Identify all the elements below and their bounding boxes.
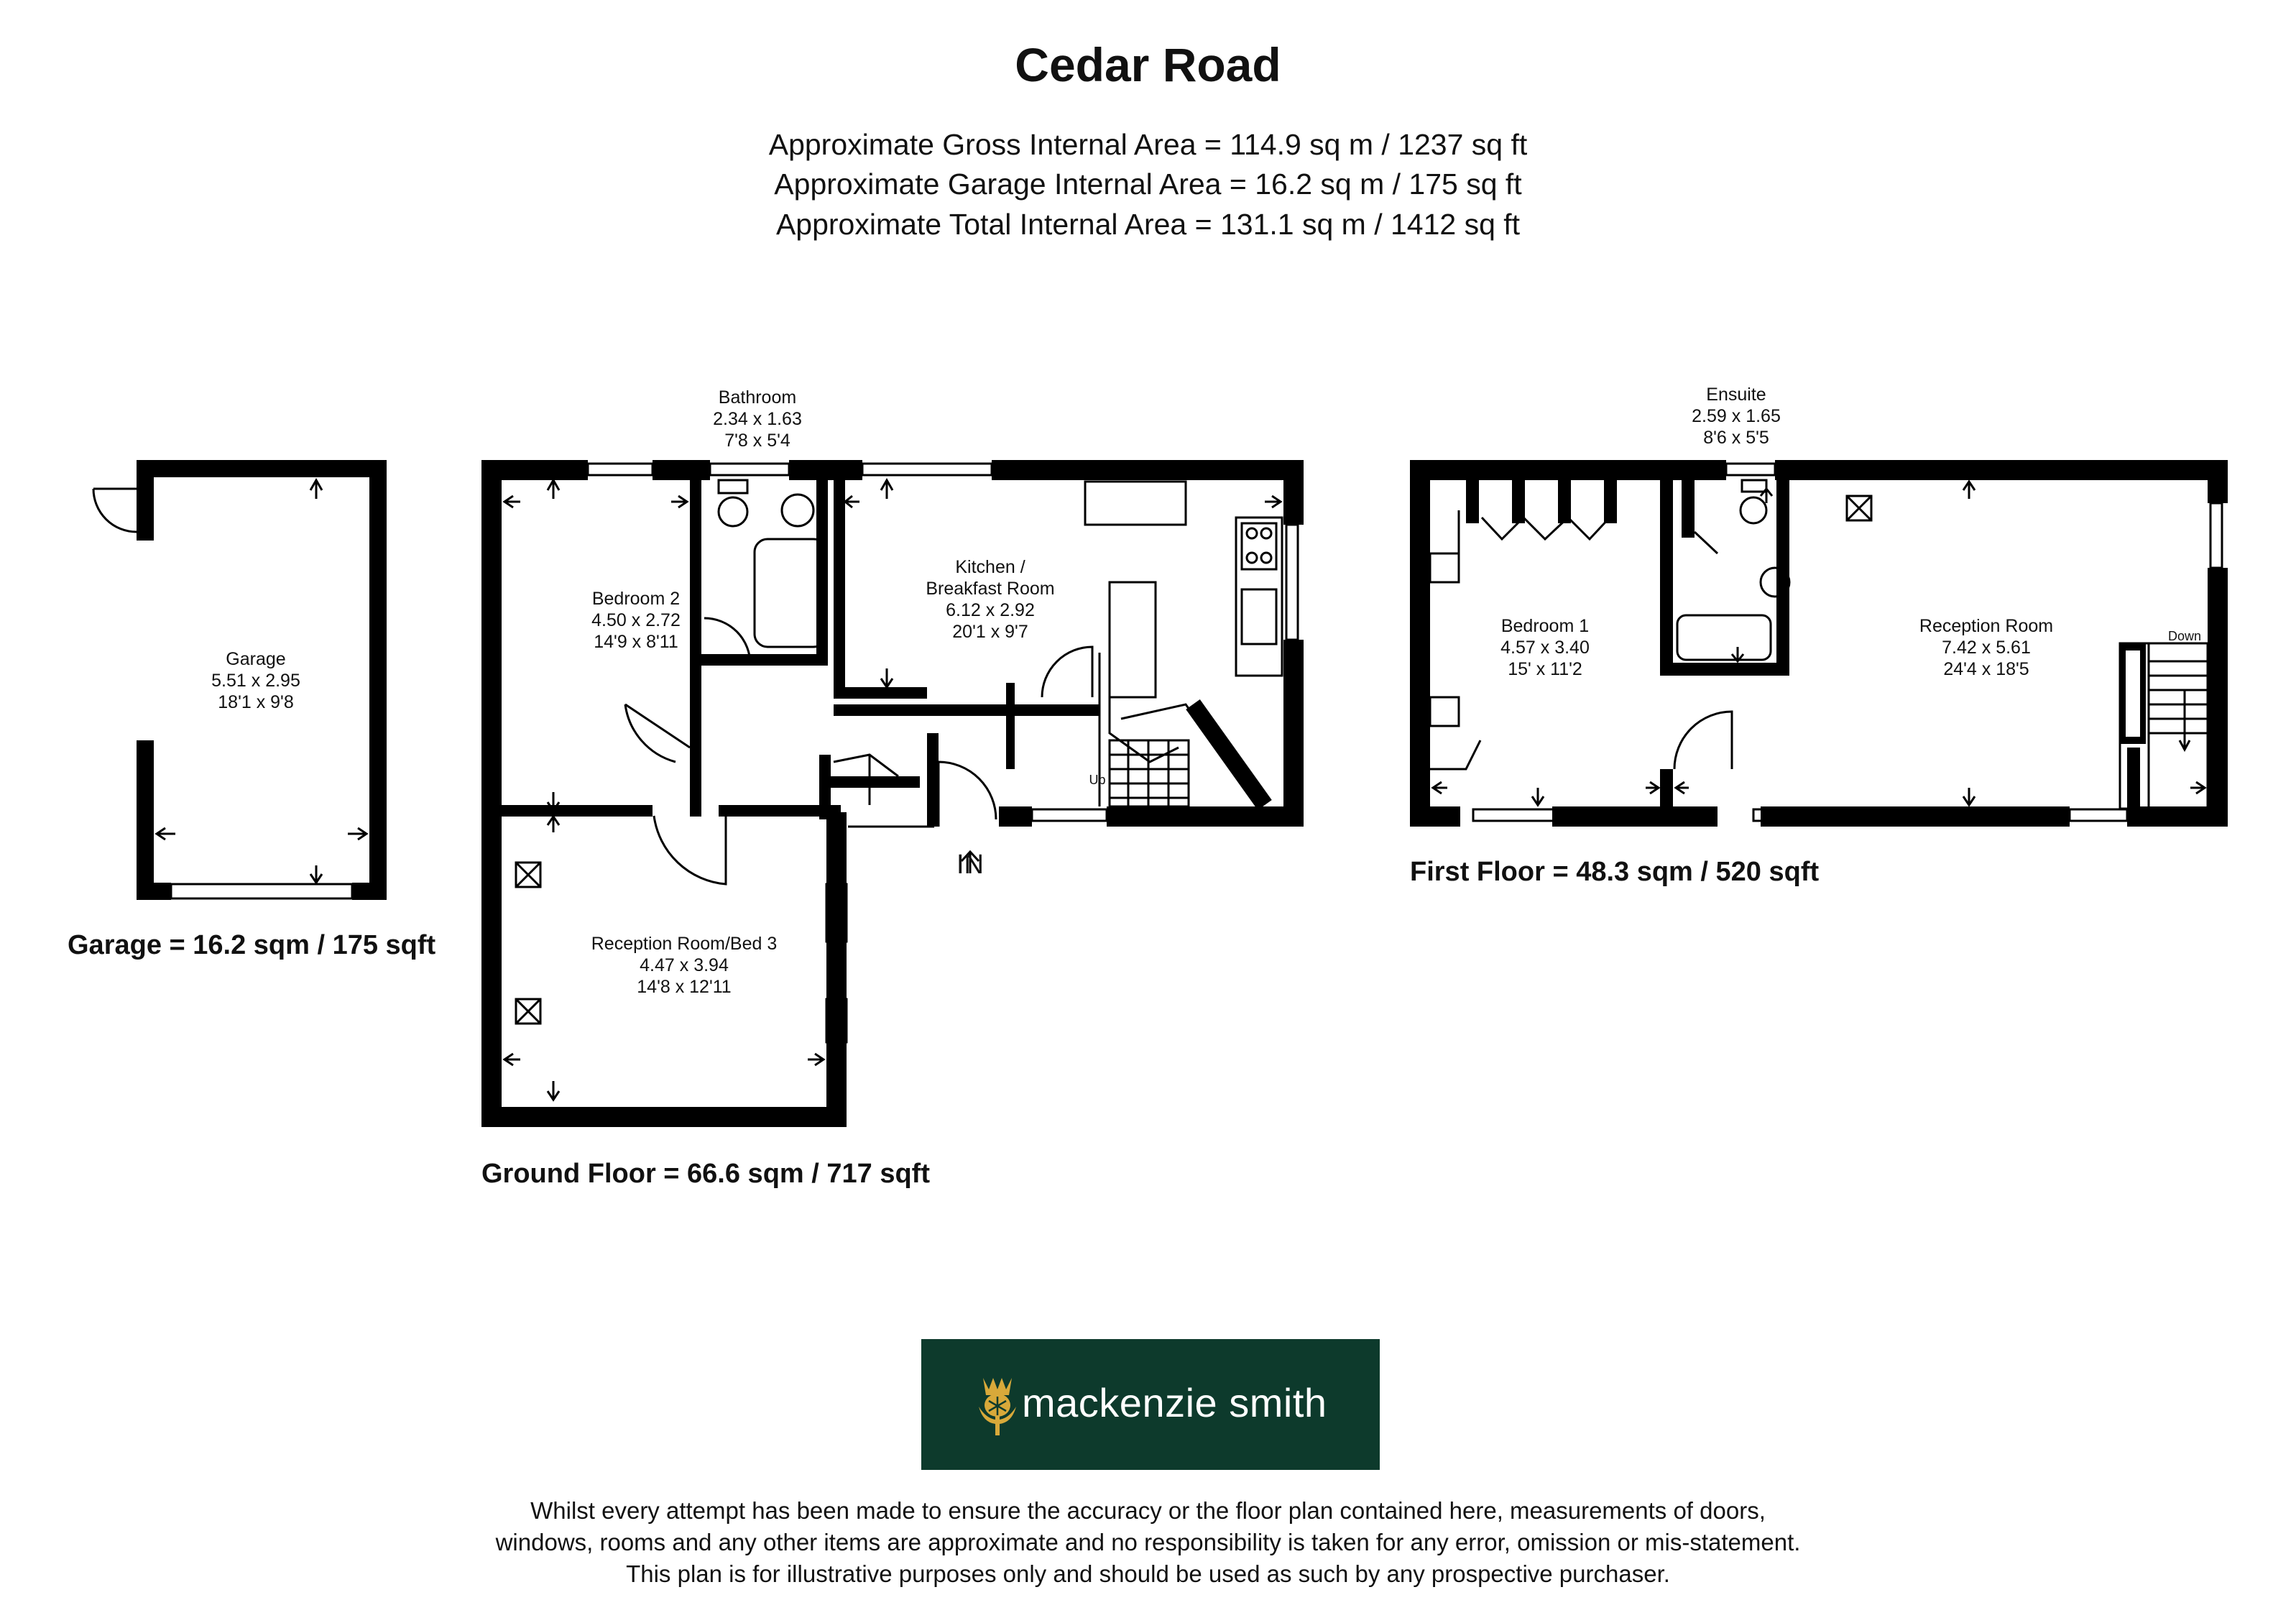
kitchen-worktop-icon (1085, 482, 1186, 525)
disclaimer-line: windows, rooms and any other items are approximate and no responsibility is taken for any error, omission or mis-statement. (495, 1529, 1801, 1555)
room-metric: 2.59 x 1.65 (1692, 406, 1781, 426)
disclaimer (0, 1495, 2296, 1590)
room-imperial: 20'1 x 9'7 (952, 622, 1028, 642)
room-metric: 4.47 x 3.94 (640, 955, 729, 975)
garage-area-text: Approximate Garage Internal Area = 16.2 sq m / 175 sq ft (774, 167, 1522, 201)
room-name: Garage (226, 649, 286, 669)
bedroom1-door-icon (1674, 712, 1732, 769)
plan-title: Cedar Road (1015, 38, 1281, 91)
room-label-reception-bed3 (591, 933, 778, 998)
brand-logo (921, 1339, 1380, 1470)
room-metric: 2.34 x 1.63 (713, 409, 802, 429)
room-label-bedroom-1 (1500, 615, 1590, 680)
room-imperial: 8'6 x 5'5 (1703, 428, 1769, 448)
room-imperial: 24'4 x 18'5 (1943, 659, 2029, 679)
toilet-icon (719, 497, 747, 526)
dimension-markers (157, 480, 2205, 1100)
room-imperial: 14'9 x 8'11 (594, 632, 678, 652)
room-label-kitchen (926, 556, 1054, 643)
entrance-label: IN (956, 850, 984, 880)
room-metric: 4.57 x 3.40 (1500, 638, 1590, 658)
room-metric: 4.50 x 2.72 (591, 610, 681, 630)
room-name: Bathroom (718, 387, 797, 408)
room-label-reception-room (1919, 615, 2053, 680)
gross-area-text: Approximate Gross Internal Area = 114.9 sq m / 1237 sq ft (768, 128, 1528, 161)
ensuite-door-icon (1695, 532, 1718, 553)
kitchen-door-icon (1042, 647, 1092, 697)
room-label-bathroom (713, 387, 802, 451)
room-imperial: 14'8 x 12'11 (637, 977, 732, 997)
room-imperial: 7'8 x 5'4 (724, 431, 790, 451)
room-name: Reception Room (1919, 616, 2054, 636)
room-imperial: 15' x 11'2 (1508, 659, 1582, 679)
room-label-garage (211, 648, 300, 713)
room-name: Bedroom 1 (1500, 616, 1590, 636)
room-name: Kitchen / (955, 557, 1025, 577)
stairs-down-label: Down (2167, 629, 2202, 643)
garage-floor-area: Garage = 16.2 sqm / 175 sqft (68, 930, 436, 960)
room-name-line2: Breakfast Room (926, 579, 1055, 599)
ensuite-toilet-icon (1741, 497, 1766, 523)
first-floor-area: First Floor = 48.3 sqm / 520 sqft (1410, 857, 1820, 887)
ground-floor-walls (481, 460, 1304, 1127)
thistle-icon (976, 1375, 1019, 1437)
wardrobe-door-icon (1430, 740, 1480, 769)
ensuite-bath-icon (1677, 615, 1771, 660)
garage-door-icon (171, 884, 352, 898)
stairs-up-label: Up (1089, 773, 1106, 787)
disclaimer-line: This plan is for illustrative purposes only and should be used as such by any prospective purchaser. (626, 1560, 1670, 1587)
disclaimer-line: Whilst every attempt has been made to ensure the accuracy or the floor plan contained here, measurements of doors, (530, 1497, 1766, 1524)
room-label-ensuite (1692, 384, 1781, 449)
breakfast-bar-icon (1110, 582, 1156, 697)
room-metric: 6.12 x 2.92 (946, 600, 1035, 620)
room-name: Bedroom 2 (591, 589, 681, 609)
bedroom2-door-icon (625, 704, 690, 762)
room-label-bedroom-2 (591, 588, 681, 653)
room-name: Reception Room (591, 934, 725, 954)
bathtub-icon (755, 539, 826, 647)
kitchen-counter-icon (1236, 518, 1282, 676)
total-area-text: Approximate Total Internal Area = 131.1 sq m / 1412 sq ft (775, 208, 1521, 241)
brand-name: mackenzie smith (1022, 1380, 1327, 1425)
ground-floor-area: Ground Floor = 66.6 sqm / 717 sqft (481, 1159, 930, 1189)
front-door-icon (939, 762, 996, 827)
garage-side-door-icon (93, 489, 137, 532)
room-name-suffix: /Bed 3 (724, 934, 778, 954)
room-name: Ensuite (1706, 385, 1766, 405)
room-metric: 5.51 x 2.95 (211, 671, 300, 691)
wardrobe-doors-icon (1482, 518, 1610, 539)
basin-icon (782, 495, 813, 526)
room-imperial: 18'1 x 9'8 (218, 692, 294, 712)
room-metric: 7.42 x 5.61 (1942, 638, 2031, 658)
hall-door-icon (654, 816, 726, 884)
sink-icon (1242, 589, 1276, 644)
